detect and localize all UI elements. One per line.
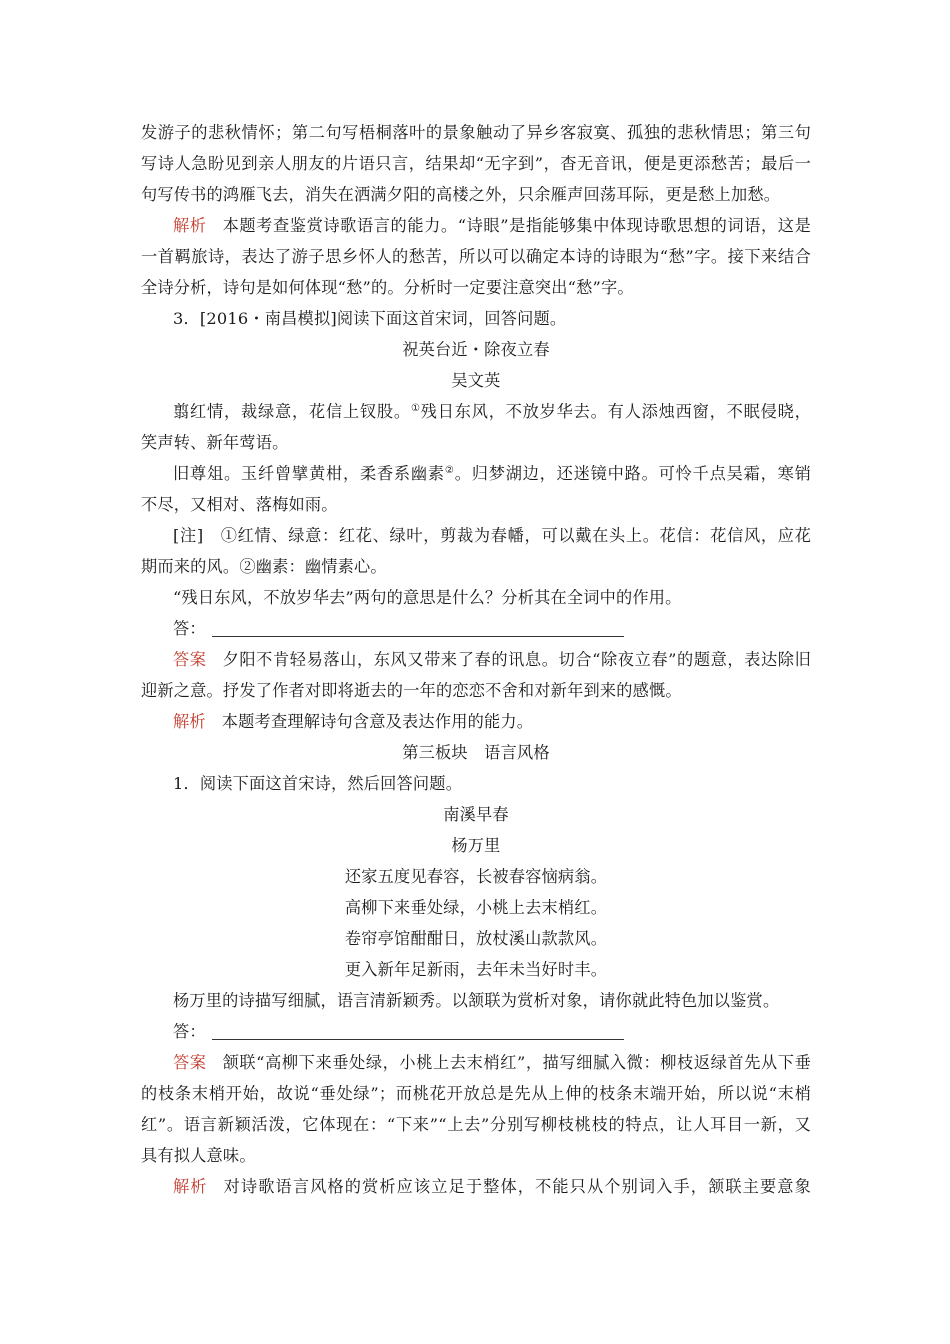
analysis-label: 解析 [173, 712, 206, 731]
poem-title: 祝英台近・除夜立春 [402, 340, 550, 359]
answer-paragraph: 答案 夕阳不肯轻易落山，东风又带来了春的讯息。切合“除夜立春”的题意，表达除旧 [173, 650, 811, 669]
answer-blank[interactable] [212, 622, 624, 637]
answer-field[interactable]: 答： [173, 614, 811, 644]
text-line: 发游子的悲秋情怀；第二句写梧桐落叶的景象触动了异乡客寂寞、孤独的悲秋情思；第三句 [141, 123, 811, 142]
answer-label: 答案 [173, 1053, 207, 1072]
text-line: 全诗分析，诗句是如何体现“愁”的。分析时一定要注意突出“愁”字。 [141, 278, 634, 297]
text-line: 句写传书的鸿雁飞去，消失在洒满夕阳的高楼之外，只余雁声回荡耳际，更是愁上加愁。 [141, 185, 781, 204]
analysis-paragraph: 解析 对诗歌语言风格的赏析应该立足于整体，不能只从个别词入手，颔联主要意象 [173, 1177, 811, 1196]
question-heading: 1．阅读下面这首宋诗，然后回答问题。 [173, 774, 463, 793]
question-text: “残日东风，不放岁华去”两句的意思是什么？分析其在全词中的作用。 [173, 588, 682, 607]
poem-stanza-line: 不尽，又相对、落梅如雨。 [141, 495, 338, 514]
text-line: 写诗人急盼见到亲人朋友的片语只言，结果却“无字到”，杳无音讯，便是更添愁苦；最后一 [141, 154, 811, 173]
question-text: 杨万里的诗描写细腻，语言清新颖秀。以颔联为赏析对象，请你就此特色加以鉴赏。 [173, 991, 780, 1010]
analysis-label: 解析 [173, 216, 207, 235]
text-line: 具有拟人意味。 [141, 1146, 256, 1165]
answer-field[interactable]: 答： [173, 1017, 811, 1047]
answer-label: 答案 [173, 650, 207, 669]
poem-title: 南溪早春 [443, 805, 509, 824]
text-line: 迎新之意。抒发了作者对即将逝去的一年的恋恋不舍和对新年到来的感慨。 [141, 681, 682, 700]
footnote-mark: ① [410, 403, 421, 414]
poem-stanza-line: 旧尊俎。玉纤曾擘黄柑，柔香系幽素②。归梦湖边，还迷镜中路。可怜千点吴霜，寒销 [173, 464, 811, 483]
poem-stanza-line: 翦红情，裁绿意，花信上钗股。①残日东风，不放岁华去。有人添烛西窗，不眠侵晓， [173, 402, 811, 421]
question-heading: 3．[2016・南昌模拟]阅读下面这首宋词，回答问题。 [173, 309, 567, 328]
text-line: 一首羁旅诗，表达了游子思乡怀人的愁苦，所以可以确定本诗的诗眼为“愁”字。接下来结合 [141, 247, 811, 266]
poem-author: 杨万里 [451, 836, 501, 855]
text-line: 的枝条末梢开始，故说“垂处绿”；而桃花开放总是先从上伸的枝条末端开始，所以说“末梢 [141, 1084, 811, 1103]
footnote-mark: ② [444, 465, 455, 476]
poem-author: 吴文英 [451, 371, 501, 390]
poem-stanza-line: 笑声转、新年莺语。 [141, 433, 289, 452]
poem-line: 更入新年足新雨，去年未当好时丰。 [344, 960, 608, 979]
poem-line: 还家五度见春容，长被春容恼病翁。 [344, 867, 608, 886]
answer-blank[interactable] [212, 1025, 624, 1040]
analysis-paragraph: 解析 本题考查鉴赏诗歌语言的能力。“诗眼”是指能够集中体现诗歌思想的词语，这是 [173, 216, 811, 235]
analysis-label: 解析 [173, 1177, 208, 1196]
analysis-paragraph: 解析 本题考查理解诗句含意及表达作用的能力。 [173, 712, 534, 731]
note-line: 期而来的风。②幽素：幽情素心。 [141, 557, 387, 576]
poem-line: 高柳下来垂处绿，小桃上去末梢红。 [344, 898, 608, 917]
note-line: [注] ①红情、绿意：红花、绿叶，剪裁为春幡，可以戴在头上。花信：花信风，应花 [173, 526, 811, 545]
text-line: 红”。语言新颖活泼，它体现在：“下来”“上去”分别写柳枝桃枝的特点，让人耳目一新，又 [141, 1115, 811, 1134]
poem-line: 卷帘亭馆酣酣日，放杖溪山款款风。 [344, 929, 608, 948]
section-title: 第三板块 语言风格 [402, 743, 550, 762]
answer-paragraph: 答案 颔联“高柳下来垂处绿，小桃上去末梢红”，描写细腻入微：柳枝返绿首先从下垂 [173, 1053, 811, 1072]
